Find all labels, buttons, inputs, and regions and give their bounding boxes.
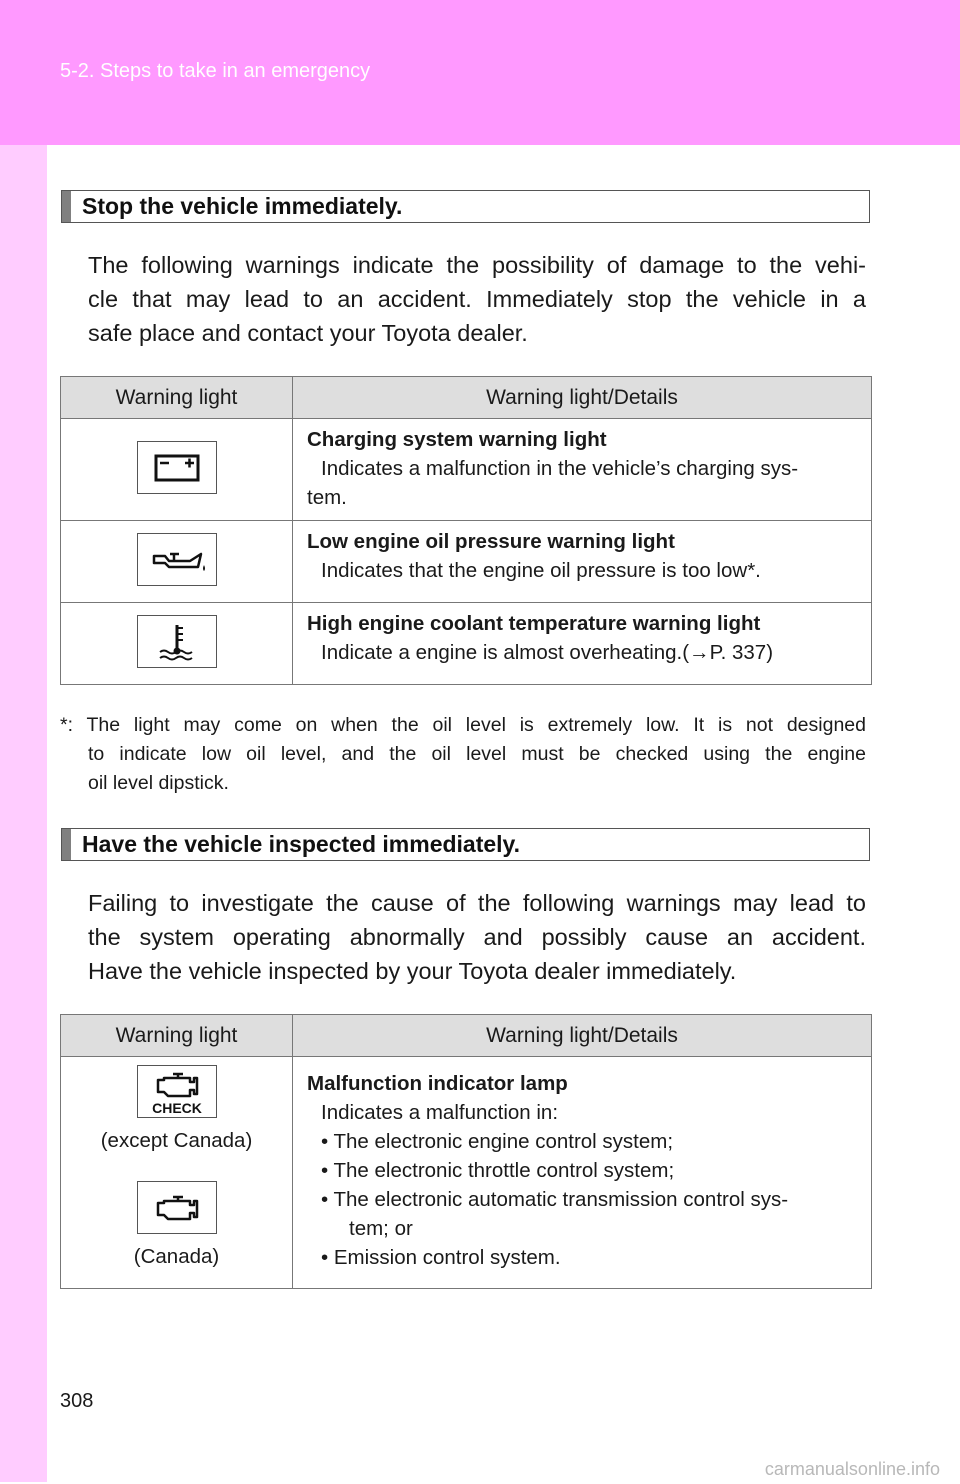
bullet-continuation: tem; or: [349, 1217, 413, 1240]
warning-detail: Indicates a malfunction in the vehicle’s charging sys-: [321, 457, 799, 480]
title-bar: [62, 191, 71, 222]
table-row: [61, 603, 872, 685]
detail-cell: [293, 603, 872, 685]
watermark: carmanualsonline.info: [764, 1459, 940, 1479]
bullet-item: • The electronic throttle control system;: [321, 1159, 675, 1182]
warning-title: Low engine oil pressure warning light: [307, 530, 675, 553]
section-title-text: Have the vehicle inspected immediately.: [82, 831, 521, 857]
column-header: Warning light: [61, 377, 293, 419]
detail-cell: [293, 1057, 872, 1289]
table-row: [61, 1057, 872, 1289]
intro-line: cle that may lead to an accident. Immediately stop the vehicle in a: [88, 286, 866, 312]
warning-table-stop: [60, 376, 872, 685]
icon-caption: (except Canada): [100, 1129, 253, 1152]
footnote-line: *: The light may come on when the oil level is extremely low. It is not designed: [60, 714, 866, 736]
section-title-text: Stop the vehicle immediately.: [82, 193, 403, 219]
bullet-item: • The electronic engine control system;: [321, 1130, 674, 1153]
intro-line: Failing to investigate the cause of the following warnings may lead to: [88, 890, 866, 916]
intro-paragraph-stop: [88, 248, 866, 350]
column-header: Warning light/Details: [293, 377, 872, 419]
column-header: Warning light: [61, 1015, 293, 1057]
icon-cell: [61, 1057, 293, 1289]
check-label: CHECK: [151, 1100, 202, 1116]
icon-cell: [61, 419, 293, 521]
footnote: [60, 711, 866, 798]
intro-line: Have the vehicle inspected by your Toyota dealer immediately.: [88, 958, 737, 984]
page-number: 308: [60, 1390, 94, 1412]
icon-cell: [61, 603, 293, 685]
table-header-row: [61, 377, 872, 419]
warning-detail: Indicate a engine is almost overheating.(→P. 337): [321, 641, 774, 664]
battery-icon: [137, 441, 217, 494]
title-bar: [62, 829, 71, 860]
bullet-item: • The electronic automatic transmission control sys-: [321, 1188, 789, 1211]
warning-detail: tem.: [307, 486, 347, 509]
icon-cell: [61, 521, 293, 603]
section-title-stop: [61, 190, 870, 223]
section-breadcrumb: 5-2. Steps to take in an emergency: [60, 60, 371, 82]
warning-detail: Indicates a malfunction in:: [321, 1101, 559, 1124]
intro-line: The following warnings indicate the possibility of damage to the vehi-: [88, 252, 866, 278]
coolant-temperature-icon: [137, 615, 217, 668]
detail-cell: [293, 521, 872, 603]
icon-caption: (Canada): [133, 1245, 220, 1268]
oil-can-icon: [137, 533, 217, 586]
detail-cell: [293, 419, 872, 521]
warning-detail: Indicates that the engine oil pressure is too low*.: [321, 559, 761, 582]
footnote-line: to indicate low oil level, and the oil level must be checked using the engine: [88, 743, 866, 765]
warning-table-inspect: [60, 1014, 872, 1289]
warning-title: High engine coolant temperature warning light: [307, 612, 761, 635]
table-row: [61, 419, 872, 521]
warning-title: Charging system warning light: [307, 428, 607, 451]
page-header: [0, 0, 960, 145]
intro-line: safe place and contact your Toyota dealer.: [88, 320, 528, 346]
column-header: Warning light/Details: [293, 1015, 872, 1057]
section-title-inspect: [61, 828, 870, 861]
table-row: [61, 521, 872, 603]
table-header-row: [61, 1015, 872, 1057]
intro-line: the system operating abnormally and possibly cause an accident.: [88, 924, 866, 950]
footnote-line: oil level dipstick.: [88, 772, 229, 794]
side-strip: [0, 145, 47, 1482]
warning-title: Malfunction indicator lamp: [307, 1072, 568, 1095]
bullet-item: • Emission control system.: [321, 1246, 561, 1269]
intro-paragraph-inspect: [88, 886, 866, 988]
engine-icon: [137, 1181, 217, 1234]
check-engine-icon: [137, 1065, 217, 1118]
